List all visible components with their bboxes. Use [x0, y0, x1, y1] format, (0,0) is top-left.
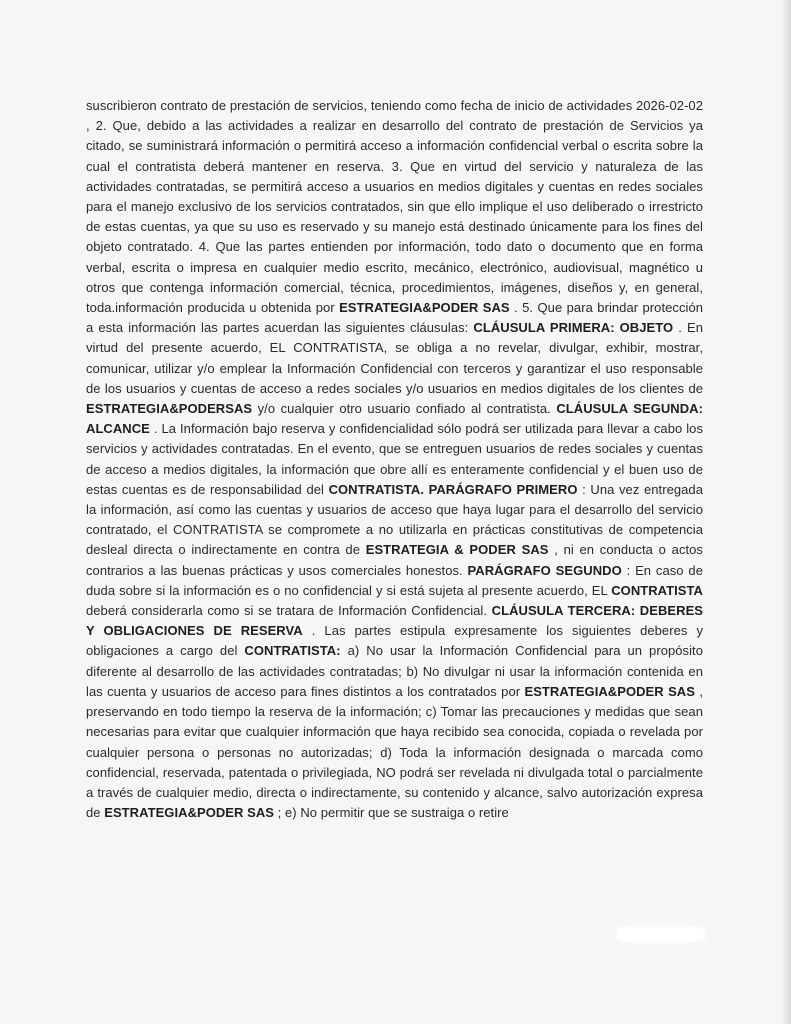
bold-term: CONTRATISTA: [244, 643, 341, 659]
bold-term: ESTRATEGIA&PODERSAS [86, 401, 253, 417]
body-text-segment: : Una vez entregada la información, así como las cuentas y usuarios de acceso que haya lugar para el desarrollo del servicio contratado, el CONTRATISTA se compromete a no utilizarla en prácticas constitutivas de competencia desleal directa o indirectamente en contra de [86, 481, 703, 558]
body-text-segment: y/o cualquier otro usuario confiado al contratista. [252, 401, 557, 417]
body-text-segment: . En virtud del presente acuerdo, EL CONTRATISTA, se obliga a no revelar, divulgar, exhibir, mostrar, comunicar, utilizar y/o emplear la Información Confidencial con terceros y garantizar el uso responsable de los usuarios y cuentas de acceso a redes sociales y/o usuarios en medios digitales de los clientes de [86, 320, 703, 396]
bold-term: ESTRATEGIA&PODER SAS [524, 683, 695, 699]
body-text-segment: , preservando en todo tiempo la reserva de la información; c) Tomar las precauciones y medidas que sean necesarias para evitar que cualquier información que haya recibido sea conocida, copiada o revelada por cualquier persona o personas no autorizadas; d) Toda la información designada o marcada como confidencial, reservada, patentada o privilegiada, NO podrá ser revelada ni divulgada total o parcialmente a través de cualquier medio, directa o indirectamente, su contenido y alcance, salvo autorización expresa de [86, 683, 703, 821]
body-text-segment: ; e) No permitir que se sustraiga o retire [274, 805, 509, 821]
body-text-segment: . 5. Que para brindar protección a esta información las partes acuerdan las siguientes cláusulas: [86, 300, 704, 336]
body-text-segment: , ni en conducta o actos contrarios a las buenas prácticas y usos comerciales honestos. [86, 542, 703, 578]
bold-term: ESTRATEGIA&PODER SAS [339, 300, 510, 316]
bold-term: ESTRATEGIA & PODER SAS [365, 542, 549, 558]
bold-term: PARÁGRAFO SEGUNDO [467, 562, 622, 578]
bold-term: CONTRATISTA. PARÁGRAFO PRIMERO [328, 481, 578, 497]
body-text-segment: deberá considerarla como si se tratara de Información Confidencial. [86, 603, 492, 619]
bold-term: ESTRATEGIA&PODER SAS [104, 805, 275, 821]
body-text-segment: a) No usar la Información Confidencial para un propósito diferente al desarrollo de las actividades contratadas; b) No divulgar ni usar la información contenida en las cuenta y usuarios de acceso para fines distintos a los contratados por [86, 643, 703, 699]
bold-term: CLÁUSULA TERCERA: DEBERES Y OBLIGACIONES DE RESERVA [86, 603, 704, 639]
body-text-segment: suscribieron contrato de prestación de servicios, teniendo como fecha de inicio de actividades 2026-02-02 , 2. Que, debido a las actividades a realizar en desarrollo del contrato de prestación de Servicios ya citado, se suministrará información o permitirá acceso a información confidencial verbal o escrita sobre la cual el contratista deberá mantener en reserva. 3. Que en virtud del servicio y naturaleza de las actividades contratadas, se permitirá acceso a usuarios en medios digitales y cuentas en redes sociales para el manejo exclusivo de los servicios contratados, sin que ello implique el uso deliberado o irrestricto de estas cuentas, ya que su uso es reservado y su manejo está destinado únicamente para los fines del objeto contratado. 4. Que las partes entienden por información, todo dato o documento que en forma verbal, escrita o impresa en cualquier medio escrito, mecánico, electrónico, audiovisual, magnético u otros que contenga información comercial, técnica, procedimientos, imágenes, diseños y, en general, toda.información producida u obtenida por [86, 98, 703, 316]
bold-term: CLÁUSULA SEGUNDA: ALCANCE [86, 401, 703, 437]
redaction-mark [618, 928, 704, 940]
body-text-segment: . Las partes estipula expresamente los siguientes deberes y obligaciones a cargo del [86, 623, 703, 659]
document-body-text [86, 96, 703, 823]
bold-term: CONTRATISTA [611, 582, 703, 598]
page-edge-shadow [781, 0, 791, 1024]
body-text-segment: . La Información bajo reserva y confidencialidad sólo podrá ser utilizada para llevar a cabo los servicios y actividades contratadas. En el evento, que se entreguen usuarios de redes sociales y cuentas de acceso a medios digitales, la información que obre allí es enteramente confidencial y el buen uso de estas cuentas es de responsabilidad del [86, 421, 703, 497]
body-text-segment: : En caso de duda sobre si la información es o no confidencial y si está sujeta al presente acuerdo, EL [86, 562, 703, 598]
bold-term: CLÁUSULA PRIMERA: OBJETO [473, 320, 674, 336]
